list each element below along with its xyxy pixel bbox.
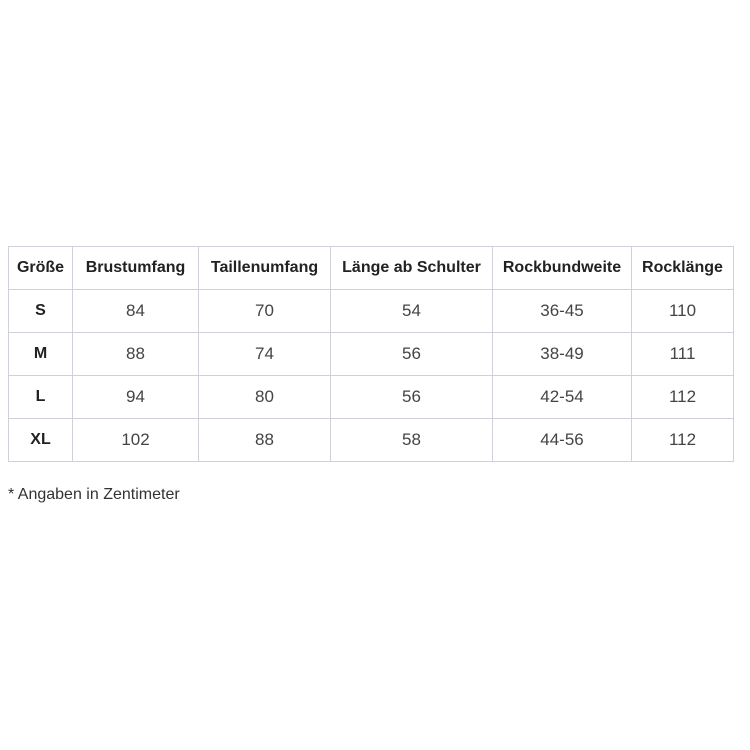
table-cell: 80 [199,376,331,419]
table-cell: 94 [73,376,199,419]
table-cell: 110 [632,290,734,333]
table-cell: 84 [73,290,199,333]
table-cell: 44-56 [493,419,632,462]
table-cell: 42-54 [493,376,632,419]
table-cell: 54 [331,290,493,333]
table-row [9,290,734,333]
column-header-size: Größe [9,247,73,290]
table-cell: 112 [632,419,734,462]
table-cell: 111 [632,333,734,376]
table-cell: 38-49 [493,333,632,376]
table-cell: 74 [199,333,331,376]
units-footnote: * Angaben in Zentimeter [8,486,180,503]
table-cell: 56 [331,376,493,419]
table-cell: 88 [199,419,331,462]
table-cell: 70 [199,290,331,333]
size-chart-table [8,246,734,462]
table-row [9,333,734,376]
table-cell: 58 [331,419,493,462]
size-cell: XL [9,419,73,462]
column-header-waist: Taillenumfang [199,247,331,290]
table-row [9,376,734,419]
column-header-skirt-waistband: Rockbundweite [493,247,632,290]
size-cell: S [9,290,73,333]
table-row [9,419,734,462]
size-cell: L [9,376,73,419]
table-cell: 112 [632,376,734,419]
table-cell: 36-45 [493,290,632,333]
table-header-row [9,247,734,290]
table-cell: 102 [73,419,199,462]
table-cell: 56 [331,333,493,376]
column-header-skirt-length: Rocklänge [632,247,734,290]
size-cell: M [9,333,73,376]
table-cell: 88 [73,333,199,376]
column-header-length-from-shoulder: Länge ab Schulter [331,247,493,290]
column-header-chest: Brustumfang [73,247,199,290]
